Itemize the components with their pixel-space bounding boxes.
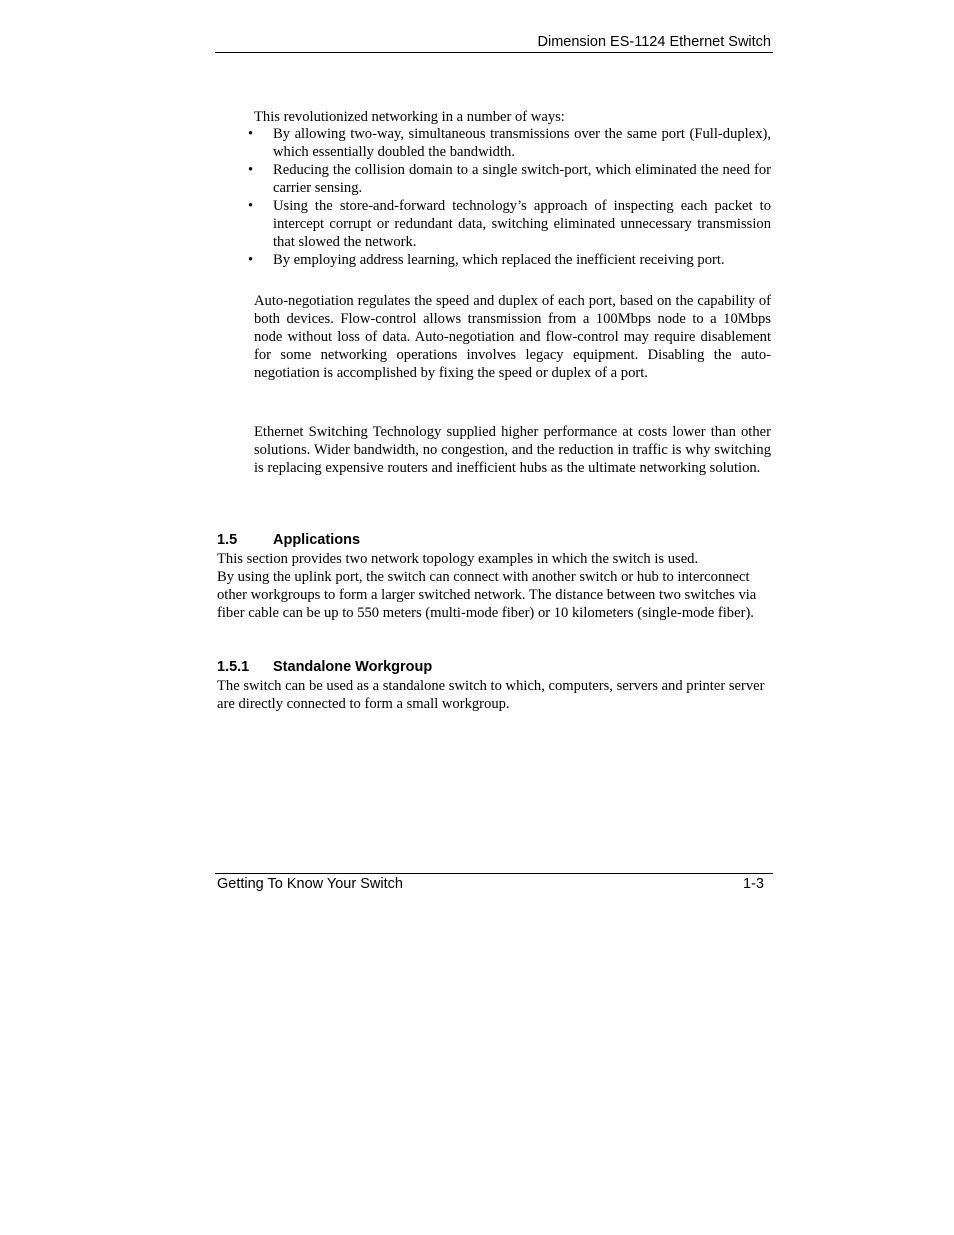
section-number: 1.5 xyxy=(217,532,238,548)
intro-text: This revolutionized networking in a number of ways: xyxy=(254,109,565,125)
section-title: Applications xyxy=(273,532,361,548)
ethernet-switching-paragraph: Ethernet Switching Technology supplied higher performance at costs lower than other solutions. Wider bandwidth, no congestion, and the reduction in traffic is why switching is replacing expensive routers and inefficient hubs as the ultimate networking solution. xyxy=(254,424,771,476)
bullet-item: • By employing address learning, which replaced the inefficient receiving port. xyxy=(273,251,771,269)
section-heading-standalone-workgroup xyxy=(217,659,432,675)
applications-intro-line: This section provides two network topology examples in which the switch is used. xyxy=(217,551,699,567)
bullet-item: • By allowing two-way, simultaneous transmissions over the same port (Full-duplex), which essentially doubled the bandwidth. xyxy=(273,125,771,161)
running-header: Dimension ES-1124 Ethernet Switch xyxy=(537,34,771,50)
standalone-workgroup-paragraph: The switch can be used as a standalone switch to which, computers, servers and printer server are directly connected to form a small workgroup. xyxy=(217,678,765,712)
applications-uplink-paragraph: By using the uplink port, the switch can connect with another switch or hub to interconnect other workgroups to form a larger switched network. The distance between two switches via fiber cable can be up to 550 meters (multi-mode fiber) or 10 kilometers (single-mode fiber). xyxy=(217,569,757,621)
bullet-item: • Using the store-and-forward technology’s approach of inspecting each packet to intercept corrupt or redundant data, switching eliminated unnecessary transmission that slowed the network. xyxy=(273,197,771,251)
bullet-item: • Reducing the collision domain to a single switch-port, which eliminated the need for carrier sensing. xyxy=(273,161,771,197)
section-heading-applications xyxy=(217,532,360,548)
autonegotiation-paragraph: Auto-negotiation regulates the speed and duplex of each port, based on the capability of both devices. Flow-control allows transmission from a 100Mbps node to a 10Mbps node without loss of data. Auto-negotiation and flow-control may require disablement for some networking operations involves legacy equipment. Disabling the auto-negotiation is accomplished by fixing the speed or duplex of a port. xyxy=(254,293,771,381)
section-number: 1.5.1 xyxy=(217,659,250,675)
footer-page-number: 1-3 xyxy=(743,876,764,892)
footer-chapter-title: Getting To Know Your Switch xyxy=(217,876,403,892)
footer-rule xyxy=(215,873,773,874)
header-rule xyxy=(215,52,773,53)
bullet-list xyxy=(273,125,771,269)
section-title: Standalone Workgroup xyxy=(273,659,433,675)
